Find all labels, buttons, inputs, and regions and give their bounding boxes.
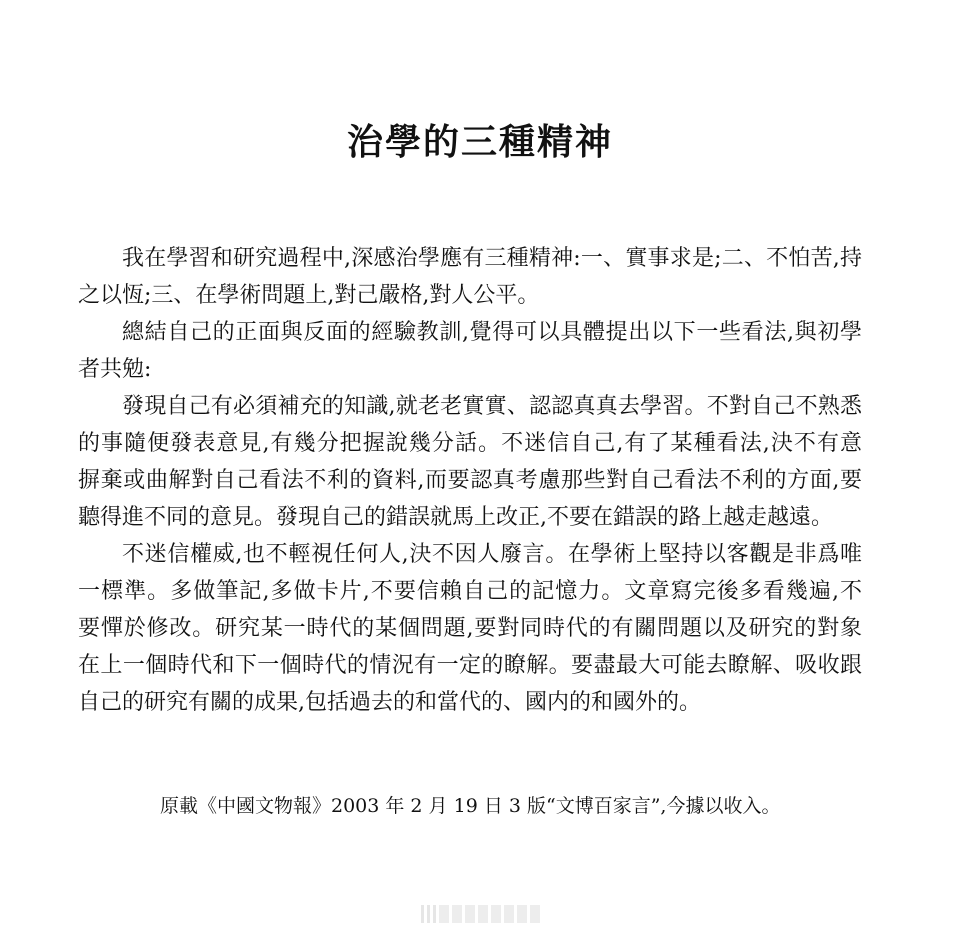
paragraph-4-line-2: 一標準。多做筆記,多做卡片,不要信賴自己的記憶力。文章寫完後多看幾遍,不: [78, 579, 862, 604]
paragraph-4-line-1: 不迷信權威,也不輕視任何人,決不因人廢言。在學術上堅持以客觀是非爲唯: [122, 542, 862, 567]
page-mark-block: [504, 905, 514, 923]
page-mark-bar: [433, 905, 436, 923]
paragraph-4-line-3: 要憚於修改。研究某一時代的某個問題,要對同時代的有關問題以及研究的對象: [78, 616, 862, 641]
paragraph-2-line-2: 者共勉:: [78, 357, 152, 382]
page-number-mark: [413, 903, 547, 925]
paragraph-3-line-3: 摒棄或曲解對自己看法不利的資料,而要認真考慮那些對自己看法不利的方面,要: [78, 468, 862, 493]
paragraph-1-line-1: 我在學習和研究過程中,深感治學應有三種精神:一、實事求是;二、不怕苦,持: [122, 246, 862, 271]
paragraph-4-line-4: 在上一個時代和下一個時代的情況有一定的瞭解。要盡最大可能去瞭解、吸收跟: [78, 653, 862, 678]
body-text: [78, 240, 862, 721]
page-mark-block: [452, 905, 462, 923]
page-mark-block: [517, 905, 527, 923]
page-mark-block: [478, 905, 488, 923]
page-mark-block: [491, 905, 501, 923]
paragraph-2-line-1: 總結自己的正面與反面的經驗教訓,覺得可以具體提出以下一些看法,與初學: [122, 320, 862, 345]
page-mark-block: [465, 905, 475, 923]
page-title: 治學的三種精神: [346, 122, 613, 163]
page-mark-bar: [421, 905, 424, 923]
source-note: 原載《中國文物報》2003 年 2 月 19 日 3 版“文博百家言”,今據以收入。: [160, 795, 781, 817]
page-mark-bar: [427, 905, 430, 923]
paragraph-3-line-1: 發現自己有必須補充的知識,就老老實實、認認真真去學習。不對自己不熟悉: [122, 394, 862, 419]
page-mark-block: [439, 905, 449, 923]
paragraph-4-line-5: 自己的研究有關的成果,包括過去的和當代的、國内的和國外的。: [78, 690, 701, 715]
page-mark-block: [530, 905, 540, 923]
paragraph-3-line-2: 的事隨便發表意見,有幾分把握說幾分話。不迷信自己,有了某種看法,決不有意: [78, 431, 862, 456]
paragraph-3-line-4: 聽得進不同的意見。發現自己的錯誤就馬上改正,不要在錯誤的路上越走越遠。: [78, 505, 833, 530]
paragraph-1-line-2: 之以恆;三、在學術問題上,對己嚴格,對人公平。: [78, 283, 540, 308]
